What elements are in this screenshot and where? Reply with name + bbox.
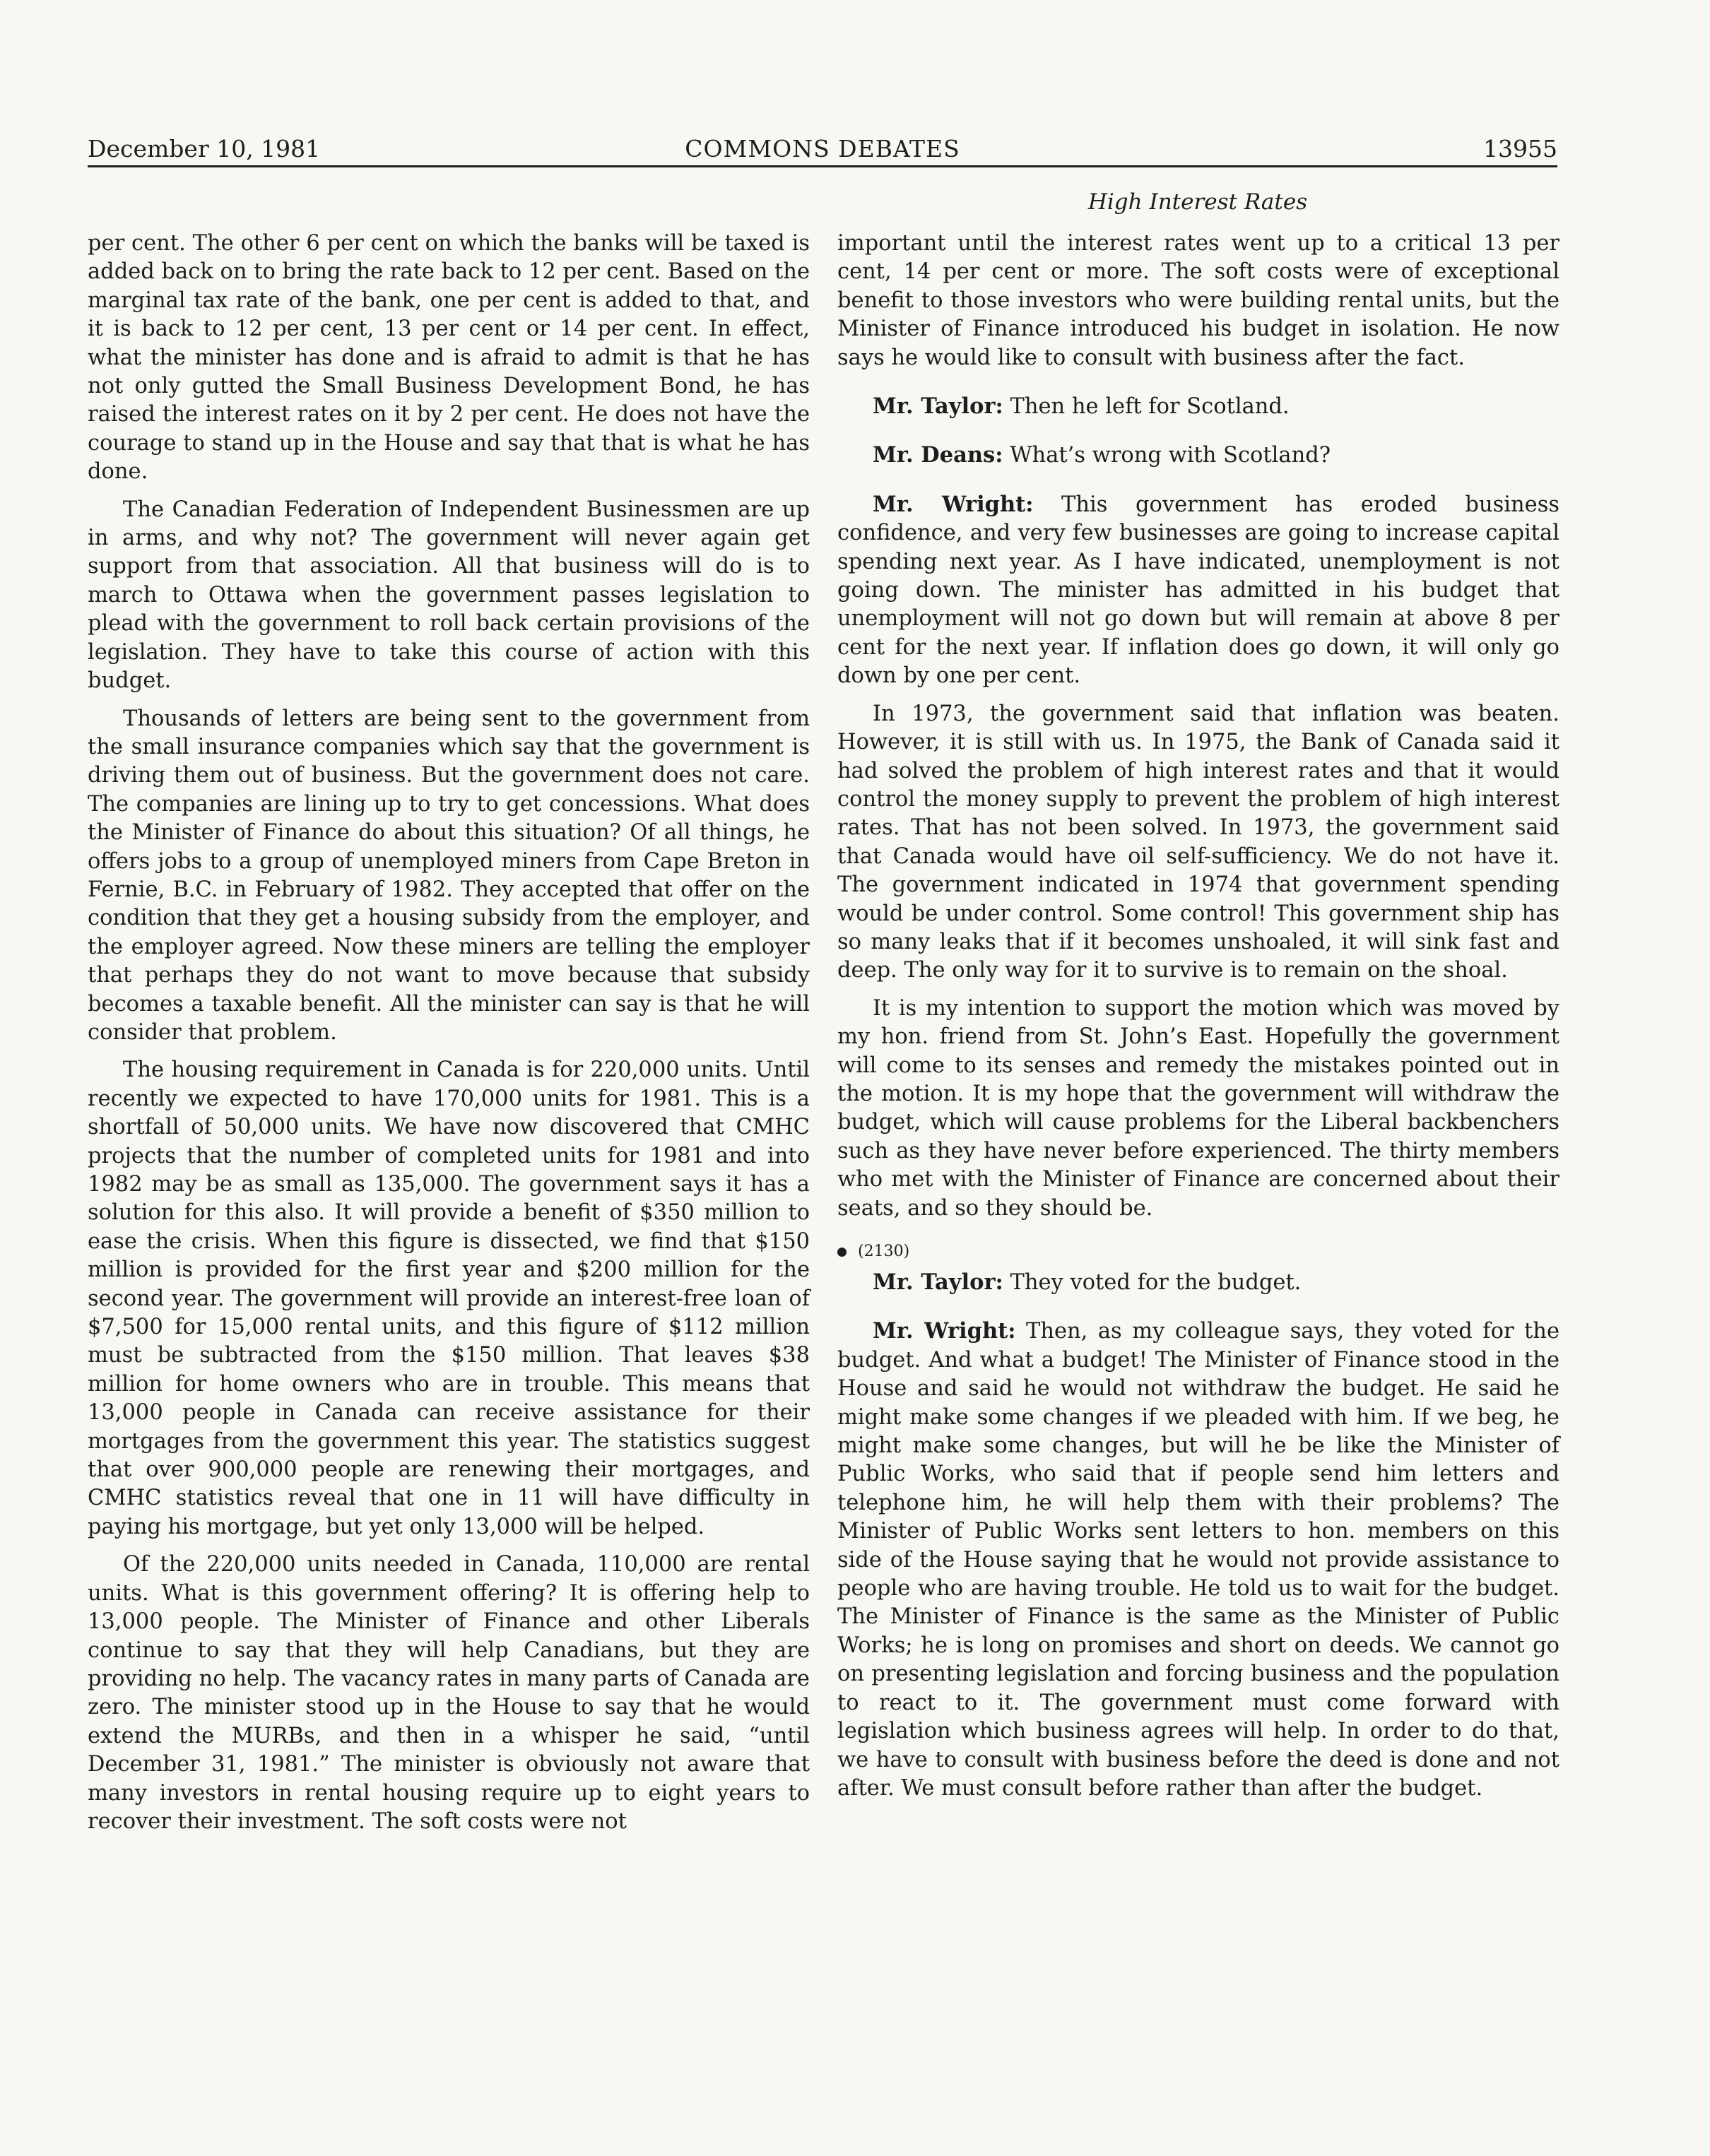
speaker-name: Mr. Wright: [873,1318,1016,1344]
intervention [837,441,1559,470]
left-column [88,230,810,1845]
page-number: 13955 [1483,135,1557,162]
paragraph: In 1973, the government said that inflation was beaten. However, it is still with us. In 1975, the Bank of Canada said it had solved the problem of high interest rates and that it would control the money supply to prevent the problem of high interest rates. That has not been solved. In 1973, the government said that Canada would have oil self-sufficiency. We do not have it. The government indicated in 1974 that government spending would be under control. Some control! This government ship has so many leaks that if it becomes unshoaled, it will sink fast and deep. The only way for it to survive is to remain on the shoal. [837,701,1559,983]
intervention [837,392,1559,421]
speaker-name: Mr. Wright: [873,491,1034,517]
intervention [837,490,1559,691]
speech-text: Then, as my colleague says, they voted for the budget. And what a budget! The Minister of Finance stood in the House and said he would not withdraw the budget. He said he might make some changes if we pleaded with him. If we beg, he might make some changes, but will he be like the Minister of Public Works, who said that if people send him letters and telephone him, he will help them with their problems? The Minister of Public Works sent letters to hon. members on this side of the House saying that he would not provide assistance to people who are having trouble. He told us to wait for the budget. The Minister of Finance is the same as the Minister of Public Works; he is long on promises and short on deeds. We cannot go on presenting legislation and forcing business and the population to react to it. The government must come forward with legislation which business agrees will help. In order to do that, we have to consult with business before the deed is done and not after. We must consult before rather than after the budget. [837,1319,1559,1801]
paragraph: important until the interest rates went up to a critical 13 per cent, 14 per cent or more. The soft costs were of exceptional benefit to those investors who were building rental units, but the Minister of Finance introduced his budget in isolation. He now says he would like to consult with business after the fact. [837,231,1559,370]
intervention [837,1268,1559,1297]
speaker-name: Mr. Deans: [873,442,1003,468]
header-rule [88,165,1557,167]
speech-text: They voted for the budget. [1010,1270,1302,1295]
speech-text: This government has eroded business confidence, and very few businesses are going to increase capital spending next year. As I have indicated, unemployment is not going down. The minister has admitted in his budget that unemployment will not go down but will remain at above 8 per cent for the next year. If inflation does go down, it will only go down by one per cent. [837,492,1559,689]
subject-heading: High Interest Rates [1087,189,1308,215]
paragraph: It is my intention to support the motion which was moved by my hon. friend from St. John’s East. Hopefully the government will come to its senses and remedy the mistakes pointed out in the motion. It is my hope that the government will withdraw the budget, which will cause problems for the Liberal backbenchers such as they have never before experienced. The thirty members who met with the Minister of Finance are concerned about their seats, and so they should be. [837,995,1559,1221]
paragraph: The housing requirement in Canada is for 220,000 units. Until recently we expected to have 170,000 units for 1981. This is a shortfall of 50,000 units. We have now discovered that CMHC projects that the number of completed units for 1981 and into 1982 may be as small as 135,000. The government says it has a solution for this also. It will provide a benefit of $350 million to ease the crisis. When this figure is dissected, we find that $150 million is provided for the first year and $200 million for the second year. The government will provide an interest-free loan of $7,500 for 15,000 rental units, and this figure of $112 million must be subtracted from the $150 million. That leaves $38 million for home owners who are in trouble. This means that 13,000 people in Canada can receive assistance for their mortgages from the government this year. The statistics suggest that over 900,000 people are renewing their mortgages, and CMHC statistics reveal that one in 11 will have difficulty in paying his mortgage, but yet only 13,000 will be helped. [88,1058,810,1539]
intervention [837,1317,1559,1803]
speech-text: Then he left for Scotland. [1010,394,1290,420]
paragraph: per cent. The other 6 per cent on which the banks will be taxed is added back on to bring the rate back to 12 per cent. Based on the marginal tax rate of the bank, one per cent is added to that, and it is back to 12 per cent, 13 per cent or 14 per cent. In effect, what the minister has done and is afraid to admit is that he has not only gutted the Small Business Development Bond, he has raised the interest rates on it by 2 per cent. He does not have the courage to stand up in the House and say that that is what he has done. [88,231,810,485]
header-date: December 10, 1981 [88,135,321,162]
publication-title: COMMONS DEBATES [685,135,960,162]
speaker-name: Mr. Taylor: [873,393,1003,420]
timestamp-text: (2130) [858,1243,910,1260]
speech-text: What’s wrong with Scotland? [1010,443,1331,468]
paragraph: The Canadian Federation of Independent Businessmen are up in arms, and why not? The government will never again get support from that association. All that business will do is to march to Ottawa when the government passes legislation to plead with the government to roll back certain provisions of the legislation. They have to take this course of action with this budget. [88,497,810,694]
paragraph: Of the 220,000 units needed in Canada, 110,000 are rental units. What is this government offering? It is offering help to 13,000 people. The Minister of Finance and other Liberals continue to say that they will help Canadians, but they are providing no help. The vacancy rates in many parts of Canada are zero. The minister stood up in the House to say that he would extend the MURBs, and then in a whisper he said, “until December 31, 1981.” The minister is obviously not aware that many investors in rental housing require up to eight years to recover their investment. The soft costs were not [88,1552,810,1834]
paragraph: Thousands of letters are being sent to the government from the small insurance companies which say that the government is driving them out of business. But the government does not care. The companies are lining up to try to get concessions. What does the Minister of Finance do about this situation? Of all things, he offers jobs to a group of unemployed miners from Cape Breton in Fernie, B.C. in February of 1982. They accepted that offer on the condition that they get a housing subsidy from the employer, and the employer agreed. Now these miners are telling the employer that perhaps they do not want to move because that subsidy becomes a taxable benefit. All the minister can say is that he will consider that problem. [88,706,810,1045]
speaker-name: Mr. Taylor: [873,1269,1003,1295]
bullet-icon [837,1248,847,1257]
timestamp [837,1241,1559,1262]
running-head [88,131,1557,167]
right-column [837,230,1559,1812]
